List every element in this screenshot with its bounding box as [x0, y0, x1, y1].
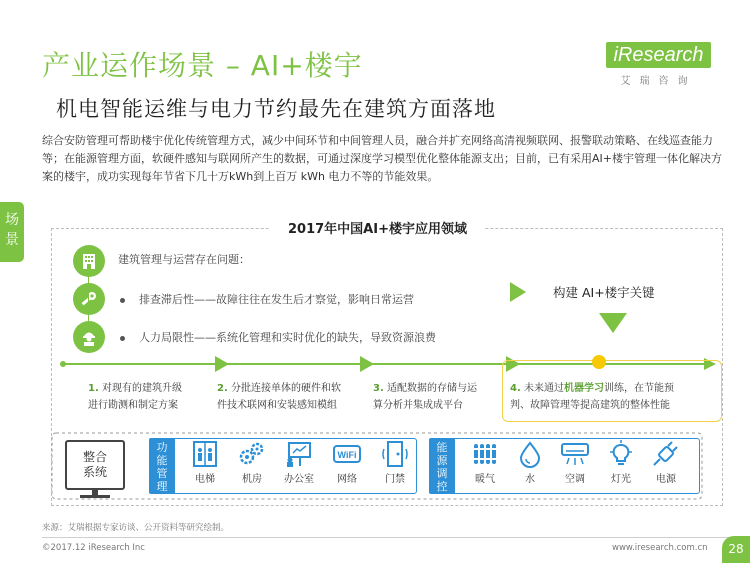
- worker-icon: [73, 321, 105, 353]
- air-conditioner-icon: [560, 440, 590, 468]
- step-line: 分批连接单体的硬件和软: [230, 383, 341, 394]
- system-label: 整合: [82, 450, 107, 464]
- iresearch-logo: [606, 42, 711, 87]
- door-icon: [380, 440, 410, 468]
- page-title: 产业运作场景 – AI+楼宇: [42, 49, 363, 82]
- copyright: ©2017.12 iResearch Inc: [42, 543, 145, 553]
- access-control-item: [370, 440, 420, 485]
- water-drop-icon: [515, 440, 545, 468]
- office-item: [274, 440, 324, 485]
- step-number: 3.: [373, 383, 384, 394]
- function-management-tag: [149, 438, 175, 494]
- presentation-board-icon: [284, 440, 314, 468]
- icon-connector: [88, 277, 89, 321]
- bullet-dot: [120, 298, 125, 303]
- arrow-right-icon: [510, 282, 526, 302]
- footer-divider: [42, 537, 750, 538]
- step-line: 适配数据的存储与运: [386, 383, 477, 394]
- power-item: [641, 440, 691, 485]
- page-subtitle: 机电智能运维与电力节约最先在建筑方面落地: [56, 97, 496, 121]
- step-1: [88, 380, 182, 414]
- item-label: 机房: [242, 474, 262, 485]
- problem-item: [120, 291, 414, 307]
- item-label: 暖气: [475, 474, 495, 485]
- section-side-tab: 场景: [0, 202, 24, 262]
- air-conditioner-item: [550, 440, 600, 485]
- item-label: 灯光: [611, 474, 631, 485]
- website-link[interactable]: www.iresearch.com.cn: [612, 543, 708, 553]
- step-line: 算分析并集成成平台: [373, 400, 463, 411]
- elevator-icon: [190, 440, 220, 468]
- step-4: [510, 380, 674, 414]
- item-label: 电梯: [195, 474, 215, 485]
- step-line: 对现有的建筑升级: [101, 383, 182, 394]
- step-text: 未来通过: [523, 383, 564, 394]
- item-label: 网络: [337, 474, 357, 485]
- network-item: [322, 440, 372, 485]
- step-line: 进行勘测和制定方案: [88, 400, 178, 411]
- server-room-item: [227, 440, 277, 485]
- item-label: 办公室: [284, 474, 314, 485]
- intro-paragraph: 综合安防管理可帮助楼宇优化传统管理方式，减少中间环节和中间管理人员，融合并扩充网络高清视频联网、报警联动策略、在线巡查能力等；在能源管理方面，软硬件感知与联网所产生的数据，可通过深度学习模型优化整体能源支出；目前，已有采用AI+楼宇管理一体化解决方案的楼宇，成功实现每年节省下几十万kWh到上百万 kWh 电力不等的节能效果。: [42, 134, 722, 183]
- page-number: 28: [722, 536, 750, 563]
- wifi-text: WiFi: [337, 450, 357, 460]
- item-label: 门禁: [385, 474, 405, 485]
- keys-label: 构建 AI+楼宇关键: [553, 285, 655, 300]
- diagram-title: 2017年中国AI+楼宇应用领域: [270, 218, 485, 237]
- step-3: [373, 380, 477, 414]
- problem-item: [120, 329, 436, 345]
- monitor-base: [80, 495, 110, 498]
- energy-control-tag: [429, 438, 455, 494]
- problem-text: 人力局限性——系统化管理和实时优化的缺失，导致资源浪费: [139, 331, 436, 344]
- lighting-item: [596, 440, 646, 485]
- water-item: [505, 440, 555, 485]
- logo-wordmark: iResearch: [606, 42, 711, 68]
- step-number: 4.: [510, 383, 521, 394]
- elevator-item: [180, 440, 230, 485]
- building-icon: [73, 245, 105, 277]
- wrench-icon: [73, 283, 105, 315]
- gears-icon: [237, 440, 267, 468]
- source-note: 来源：艾瑞根据专家访谈、公开资料等研究绘制。: [42, 523, 230, 533]
- integration-system-monitor: [65, 440, 125, 490]
- step-text: 训练，在节能预: [603, 383, 674, 394]
- light-bulb-icon: [606, 440, 636, 468]
- heating-item: [460, 440, 510, 485]
- logo-chinese: 艾瑞咨询: [620, 76, 697, 87]
- power-plug-icon: [651, 440, 681, 468]
- problems-heading: 建筑管理与运营存在问题：: [118, 253, 250, 266]
- step4-marker: [592, 355, 606, 369]
- step-highlight: 机器学习: [563, 383, 604, 394]
- item-label: 电源: [656, 474, 676, 485]
- radiator-icon: [470, 440, 500, 468]
- item-label: 空调: [565, 474, 585, 485]
- step-number: 2.: [217, 383, 228, 394]
- wifi-router-icon: [332, 440, 362, 468]
- item-label: 水: [525, 474, 535, 485]
- step-line: 判、故障管理等提高建筑的整体性能: [510, 400, 670, 411]
- system-label: 系统: [82, 465, 107, 479]
- arrow-down-icon: [599, 313, 627, 333]
- tag-text: 能源调控: [436, 441, 448, 493]
- step-number: 1.: [88, 383, 99, 394]
- step-line: 件技术联网和安装感知模组: [217, 400, 337, 411]
- problem-text: 排查滞后性——故障往往在发生后才察觉，影响日常运营: [139, 293, 414, 306]
- tag-text: 功能管理: [156, 441, 168, 493]
- step-2: [217, 380, 341, 414]
- bullet-dot: [120, 336, 125, 341]
